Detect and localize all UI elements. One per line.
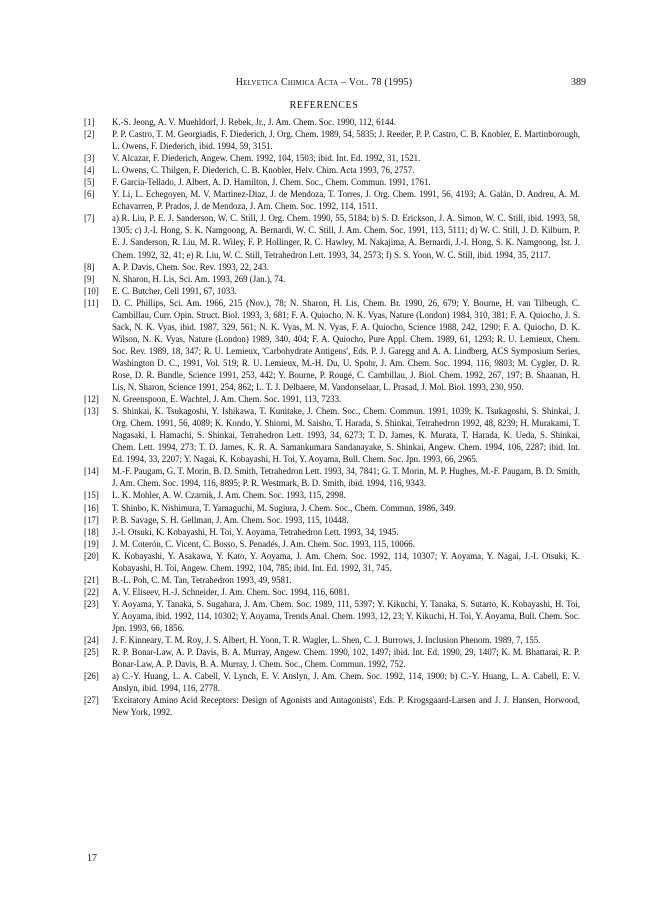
- reference-item: [86, 586, 580, 598]
- reference-item: [86, 489, 580, 501]
- reference-number: [7]: [84, 213, 95, 224]
- reference-number: [23]: [84, 598, 99, 609]
- reference-number: [5]: [84, 177, 95, 188]
- reference-item: [86, 670, 580, 694]
- reference-number: [14]: [84, 466, 99, 477]
- reference-number: [24]: [84, 635, 99, 646]
- reference-number: [27]: [84, 695, 99, 706]
- reference-text: P. P. Castro, T. M. Georgiadis, F. Diederich, J. Org. Chem. 1989, 54, 5835; J. Reeder, P. P. Castro, C. B. Knobler, E. Martinborough, L. Owens, F. Diederich, ibid. 1994, 59, 3151.: [112, 129, 580, 152]
- reference-item: [86, 502, 580, 514]
- reference-item: [86, 188, 580, 212]
- reference-text: Y. Li, L. Echegoyen, M. V. Martinez-Diaz, J. de Mendoza, T. Torres, J. Org. Chem. 1991, 56, 4193; A. Galán, D. Andreu, A. M. Echavarren, P. Prados, J. de Mendoza, J. Am. Chem. Soc. 1992, 114, 1511.: [112, 189, 580, 212]
- page-number: 389: [571, 77, 586, 88]
- reference-item: [86, 152, 580, 164]
- reference-list: [86, 116, 580, 718]
- reference-item: [86, 574, 580, 586]
- reference-item: [86, 393, 580, 405]
- reference-text: 'Excitatory Amino Acid Receptors: Design of Agonists and Antagonists', Eds. P. Krogsgaard-Larsen and J. J. Hansen, Horwood, New York, 1992.: [112, 695, 580, 718]
- reference-text: a) R. Liu, P. E. J. Sanderson, W. C. Still, J. Org. Chem. 1990, 55, 5184; b) S. D. Erickson, J. A. Simon, W. C. Still, ibid. 1993, 58, 1305; c) J.-I. Hong, S. K. Namgoong, A. Bernardi, W. C. Still, J. Am. Chem. Soc. 1991, 113, 5111; d) W. C. Still, J. D. Kilburn, P. E. J. Sanderson, R. Liu, M. R. Wiley, F. P. Hollinger, R. C. Hawley, M. Nakajima, A. Bernardi, J.-I. Hong, S. K. Namgoong, Isr. J. Chem. 1992, 32, 41; e) R. Liu, W. C. Still, Tetrahedron Lett. 1993, 34, 2573; f) S. S. Yoon, W. C. Still, ibid. 1994, 35, 2117.: [112, 213, 580, 260]
- references-heading: REFERENCES: [289, 100, 359, 111]
- reference-number: [2]: [84, 129, 95, 140]
- reference-item: [86, 694, 580, 718]
- journal-running-title: Helvetica Chimica Acta – Vol. 78 (1995): [235, 77, 413, 88]
- reference-text: M.-F. Paugam, G. T. Morin, B. D. Smith, Tetrahedron Lett. 1993, 34, 7841; G. T. Morin, M. P. Hughes, M.-F. Paugam, B. D. Smith, J. Am. Chem. Soc. 1994, 116, 8895; P. R. Westmark, B. D. Smith, ibid. 1994, 116, 9343.: [112, 466, 580, 489]
- reference-item: [86, 465, 580, 489]
- reference-text: a) C.-Y. Huang, L. A. Cabell, V. Lynch, E. V. Anslyn, J. Am. Chem. Soc. 1992, 114, 1900; b) C.-Y. Huang, L. A. Cabell, E. V. Anslyn, ibid. 1994, 116, 2778.: [112, 671, 580, 694]
- reference-number: [15]: [84, 490, 99, 501]
- footer-number: 17: [87, 853, 97, 864]
- reference-number: [8]: [84, 261, 95, 272]
- reference-text: R. P. Bonar-Law, A. P. Davis, B. A. Murray, Angew. Chem. 1990, 102, 1497; ibid. Int. Ed. 1990, 29, 1407; K. M. Bhattarai, R. P. Bonar-Law, A. P. Davis, B. A. Murray, J. Chem. Soc., Chem. Commun. 1992, 752.: [112, 647, 580, 670]
- reference-item: [86, 261, 580, 273]
- reference-text: V. Alcazar, F. Diederich, Angew. Chem. 1992, 104, 1503; ibid. Int. Ed. 1992, 31, 1521.: [112, 153, 421, 164]
- reference-item: [86, 176, 580, 188]
- reference-item: [86, 526, 580, 538]
- reference-text: N. Greenspoon, E. Wachtel, J. Am. Chem. Soc. 1991, 113, 7233.: [112, 394, 342, 405]
- reference-number: [26]: [84, 671, 99, 682]
- reference-item: [86, 405, 580, 465]
- reference-item: [86, 634, 580, 646]
- reference-item: [86, 646, 580, 670]
- reference-number: [3]: [84, 153, 95, 164]
- reference-item: [86, 285, 580, 297]
- reference-text: B.-L. Poh, C. M. Tan, Tetrahedron 1993, 49, 9581.: [112, 574, 292, 585]
- reference-text: L. Owens, C. Thilgen, F. Diederich, C. B. Knobler, Helv. Chim. Acta 1993, 76, 2757.: [112, 165, 415, 176]
- reference-number: [25]: [84, 647, 99, 658]
- reference-item: [86, 212, 580, 260]
- reference-number: [12]: [84, 394, 99, 405]
- reference-text: A. P. Davis, Chem. Soc. Rev. 1993, 22, 243.: [112, 261, 269, 272]
- reference-number: [11]: [84, 297, 99, 308]
- reference-number: [18]: [84, 526, 99, 537]
- reference-item: [86, 538, 580, 550]
- reference-number: [4]: [84, 165, 95, 176]
- running-header: [0, 77, 648, 91]
- reference-number: [21]: [84, 574, 99, 585]
- reference-text: Y. Aoyama, Y. Tanaka, S. Sugahara, J. Am. Chem. Soc. 1989, 111, 5397; Y. Kikuchi, Y. Tanaka, S. Sutarto, K. Kobayashi, H. Toi, Y. Aoyama, ibid. 1992, 114, 10302; Y. Aoyama, Trends Anal. Chem. 1993, 12, 23; Y. Kikuchi, H. Toi, Y. Aoyama, Bull. Chem. Soc. Jpn. 1993, 66, 1856.: [112, 598, 580, 633]
- reference-number: [6]: [84, 189, 95, 200]
- reference-text: T. Shinbo, K. Nishimura, T. Yamaguchi, M. Sugiura, J. Chem. Soc., Chem. Commun. 1986, 349.: [112, 502, 456, 513]
- reference-number: [10]: [84, 285, 99, 296]
- reference-text: J. M. Coterón, C. Vicent, C. Bosso, S. Penadés, J. Am. Chem. Soc. 1993, 115, 10066.: [112, 538, 415, 549]
- reference-text: J.-I. Otsuki, K. Kobayashi, H. Toi, Y. Aoyama, Tetrahedron Lett. 1993, 34, 1945.: [112, 526, 399, 537]
- reference-text: F. Garcia-Tellado, J. Albert, A. D. Hamilton, J. Chem. Soc., Chem. Commun. 1991, 1761.: [112, 177, 431, 188]
- reference-text: S. Shinkai, K. Tsukagoshi, Y. Ishikawa, T. Kunitake, J. Chem. Soc., Chem. Commun. 1991, 1039; K. Tsukagoshi, S. Shinkai, J. Org. Chem. 1991, 56, 4089; K. Kondo, Y. Shiomi, M. Saisho, T. Harada, S. Shinkai, Tetrahedron 1992, 48, 8239; H. Murakami, T. Nagasaki, I. Hamachi, S. Shinkai, Tetrahedron Lett. 1993, 34, 6273; T. D. James, K. Murata, T. Harada, K. Ueda, S. Shinkai, Chem. Lett. 1994, 273; T. D. James, K. R. A. Samankumara Sandanayake, S. Shinkai, Angew. Chem. 1994, 106, 2287; ibid. Int. Ed. 1994, 33, 2207; Y. Nagai, K. Kobayashi, H. Toi, Y. Aoyama, Bull. Chem. Soc. Jpn. 1993, 66, 2965.: [112, 406, 580, 465]
- reference-text: P. B. Savage, S. H. Gellman, J. Am. Chem. Soc. 1993, 115, 10448.: [112, 514, 349, 525]
- reference-item: [86, 128, 580, 152]
- reference-text: L. K. Mohler, A. W. Czarnik, J. Am. Chem. Soc. 1993, 115, 2998.: [112, 490, 346, 501]
- reference-number: [17]: [84, 514, 99, 525]
- reference-item: [86, 297, 580, 393]
- reference-text: J. F. Kinneary, T. M. Roy, J. S. Albert, H. Yoon, T. R. Wagler, L. Shen, C. J. Burrows, J. Inclusion Phenom. 1989, 7, 155.: [112, 635, 541, 646]
- reference-item: [86, 514, 580, 526]
- reference-number: [19]: [84, 538, 99, 549]
- reference-number: [13]: [84, 406, 99, 417]
- reference-number: [16]: [84, 502, 99, 513]
- reference-text: N. Sharon, H. Lis, Sci. Am. 1993, 269 (Jan.), 74.: [112, 273, 286, 284]
- reference-text: D. C. Phillips, Sci. Am. 1966, 215 (Nov.), 78; N. Sharon, H. Lis, Chem. Br. 1990, 26, 679; Y. Bourne, H. van Tilbeugh, C. Cambillau, Curr. Opin. Struct. Biol. 1993, 3, 681; F. A. Quiocho, N. K. Vyas, Nature (London) 1984, 310, 381; F. A. Quiocho, J. S. Sack, N. K. Vyas, ibid. 1987, 329, 561; N. K. Vyas, M. N. Vyas, F. A. Quiocho, Science 1988, 242, 1290; F. A. Quiocho, D. K. Wilson, N. K. Vyas, Nature (London) 1989, 340, 404; F. A. Quiocho, Pure Appl. Chem. 1989, 61, 1293; R. U. Lemieux, Chem. Soc. Rev. 1989, 18, 347; R. U. Lemieux, 'Carbohydrate Antigens', Eds. P. J. Garegg and A. A. Lindberg, ACS Symposium Series, Washington D. C., 1991, Vol. 519; R. U. Lemieux, M.-H. Du, U. Spohr, J. Am. Chem. Soc. 1994, 116, 9803; M. Cygler, D. R. Rose, D. R. Bundle, Science 1991, 253, 442; Y. Bourne, P. Rougé, C. Cambillau, J. Biol. Chem. 1992, 267, 197; B. Shaanan, H. Lis, N. Sharon, Science 1991, 254, 862; L. T. J. Delbaere, M. Vandonselaar, L. Prasad, J. Mol. Biol. 1993, 230, 950.: [112, 297, 580, 393]
- reference-number: [20]: [84, 550, 99, 561]
- reference-item: [86, 273, 580, 285]
- reference-text: E. C. Butcher, Cell 1991, 67, 1033.: [112, 285, 237, 296]
- reference-text: A. V. Eliseev, H.-J. Schneider, J. Am. Chem. Soc. 1994, 116, 6081.: [112, 586, 350, 597]
- reference-number: [1]: [84, 117, 95, 127]
- reference-item: [86, 116, 580, 128]
- reference-item: [86, 550, 580, 574]
- reference-number: [9]: [84, 273, 95, 284]
- reference-text: K.-S. Jeong, A. V. Muehldorf, J. Rebek, Jr., J. Am. Chem. Soc. 1990, 112, 6144.: [112, 117, 397, 127]
- reference-item: [86, 598, 580, 634]
- reference-number: [22]: [84, 586, 99, 597]
- reference-item: [86, 164, 580, 176]
- reference-text: K. Kobayashi, Y. Asakawa, Y. Kato, Y. Aoyama, J. Am. Chem. Soc. 1992, 114, 10307; Y. Aoyama, Y. Nagai, J.-I. Otsuki, K. Kobayashi, H. Toi, Angew. Chem. 1992, 104, 785; ibid. Int. Ed. 1992, 31, 745.: [112, 550, 580, 573]
